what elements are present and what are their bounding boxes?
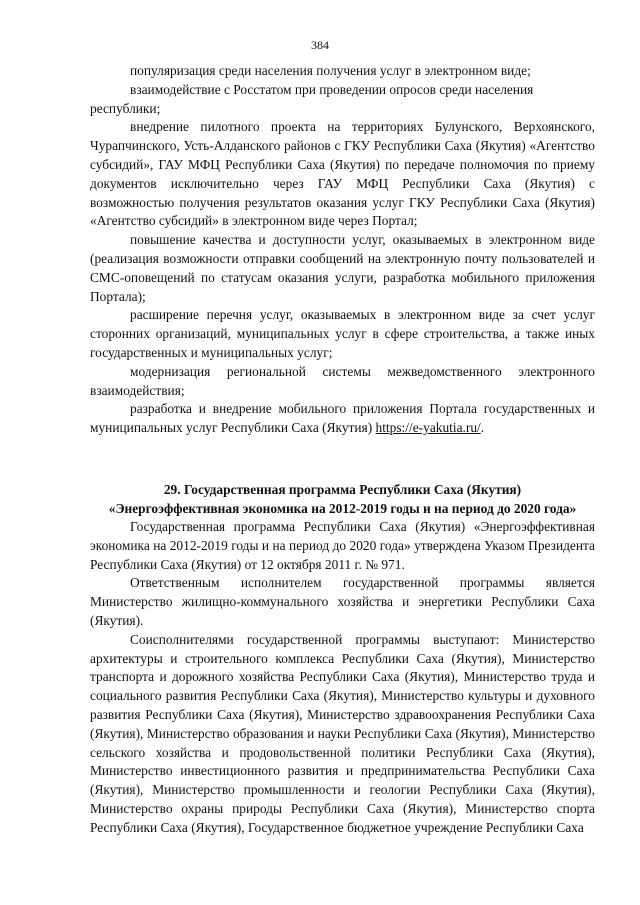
list-item-with-link — [90, 400, 595, 438]
list-item: взаимодействие с Росстатом при проведении опросов среди населения республики; — [90, 81, 534, 116]
section-spacer — [90, 438, 595, 480]
section-heading-line1: 29. Государственная программа Республики Саха (Якутия) — [163, 481, 522, 497]
list-item: повышение качества и доступности услуг, оказываемых в электронном виде (реализация возможности отправки сообщений на электронную почту пользователей и СМС-оповещений по статусам оказания услуги, разработка мобильного приложения Портала); — [90, 232, 595, 304]
section-heading-line2: «Энергоэффективная экономика на 2012-2019 годы и на период до 2020 года» — [108, 500, 577, 516]
list-item: модернизация региональной системы межведомственного электронного взаимодействия; — [90, 363, 595, 398]
list-item: популяризация среди населения получения услуг в электронном виде; — [130, 63, 531, 78]
section-paragraph: Государственная программа Республики Саха (Якутия) «Энергоэффективная экономика на 2012-2019 годы и на период до 2020 года» утверждена Указом Президента Республики Саха (Якутия) от 12 октября 2011 г. № 971. — [90, 518, 595, 572]
list-item-text: разработка и внедрение мобильного приложения Портала государственных и муниципальных услуг Республики Саха (Якутия) — [90, 401, 595, 436]
list-item: внедрение пилотного проекта на территориях Булунского, Верхоянского, Чурапчинского, Усть-Алданского районов с ГКУ Республики Саха (Якутия) «Агентство субсидий», ГАУ МФЦ Республики Саха (Якутия) по передаче полномочия по приему документов исключительно через ГАУ МФЦ Республики Саха (Якутия) с возможностью получения результатов оказания услуг ГКУ Республики Саха (Якутия) «Агентство субсидий» в электронном виде через Портал; — [90, 119, 595, 229]
document-body — [90, 62, 595, 837]
section-paragraph: Соисполнителями государственной программы выступают: Министерство архитектуры и строительного комплекса Республики Саха (Якутия), Министерство транспорта и дорожного хозяйства Республики Саха (Якутия), Министерство труда и социального развития Республики Саха (Якутия), Министерство культуры и духовного развития Республики Саха (Якутия), Министерство здравоохранения Республики Саха (Якутия), Министерство образования и науки Республики Саха (Якутия), Министерство сельского хозяйства и продовольственной политики Республики Саха (Якутия), Министерство инвестиционного развития и предпринимательства Республики Саха (Якутия), Министерство промышленности и геологии Республики Саха (Якутия), Министерство охраны природы Республики Саха (Якутия), Министерство спорта Республики Саха (Якутия), Государственное бюджетное учреждение Республики Саха — [90, 631, 595, 835]
list-item: расширение перечня услуг, оказываемых в электронном виде за счет услуг сторонних организаций, муниципальных услуг в сфере строительства, а также иных государственных и муниципальных услуг; — [90, 307, 595, 360]
list-item-end: . — [480, 420, 485, 436]
section-paragraph: Ответственным исполнителем государственной программы является Министерство жилищно-коммунального хозяйства и энергетики Республики Саха (Якутия). — [90, 575, 595, 628]
page-number: 384 — [311, 38, 329, 52]
portal-link[interactable]: https://e-yakutia.ru/ — [375, 420, 481, 436]
